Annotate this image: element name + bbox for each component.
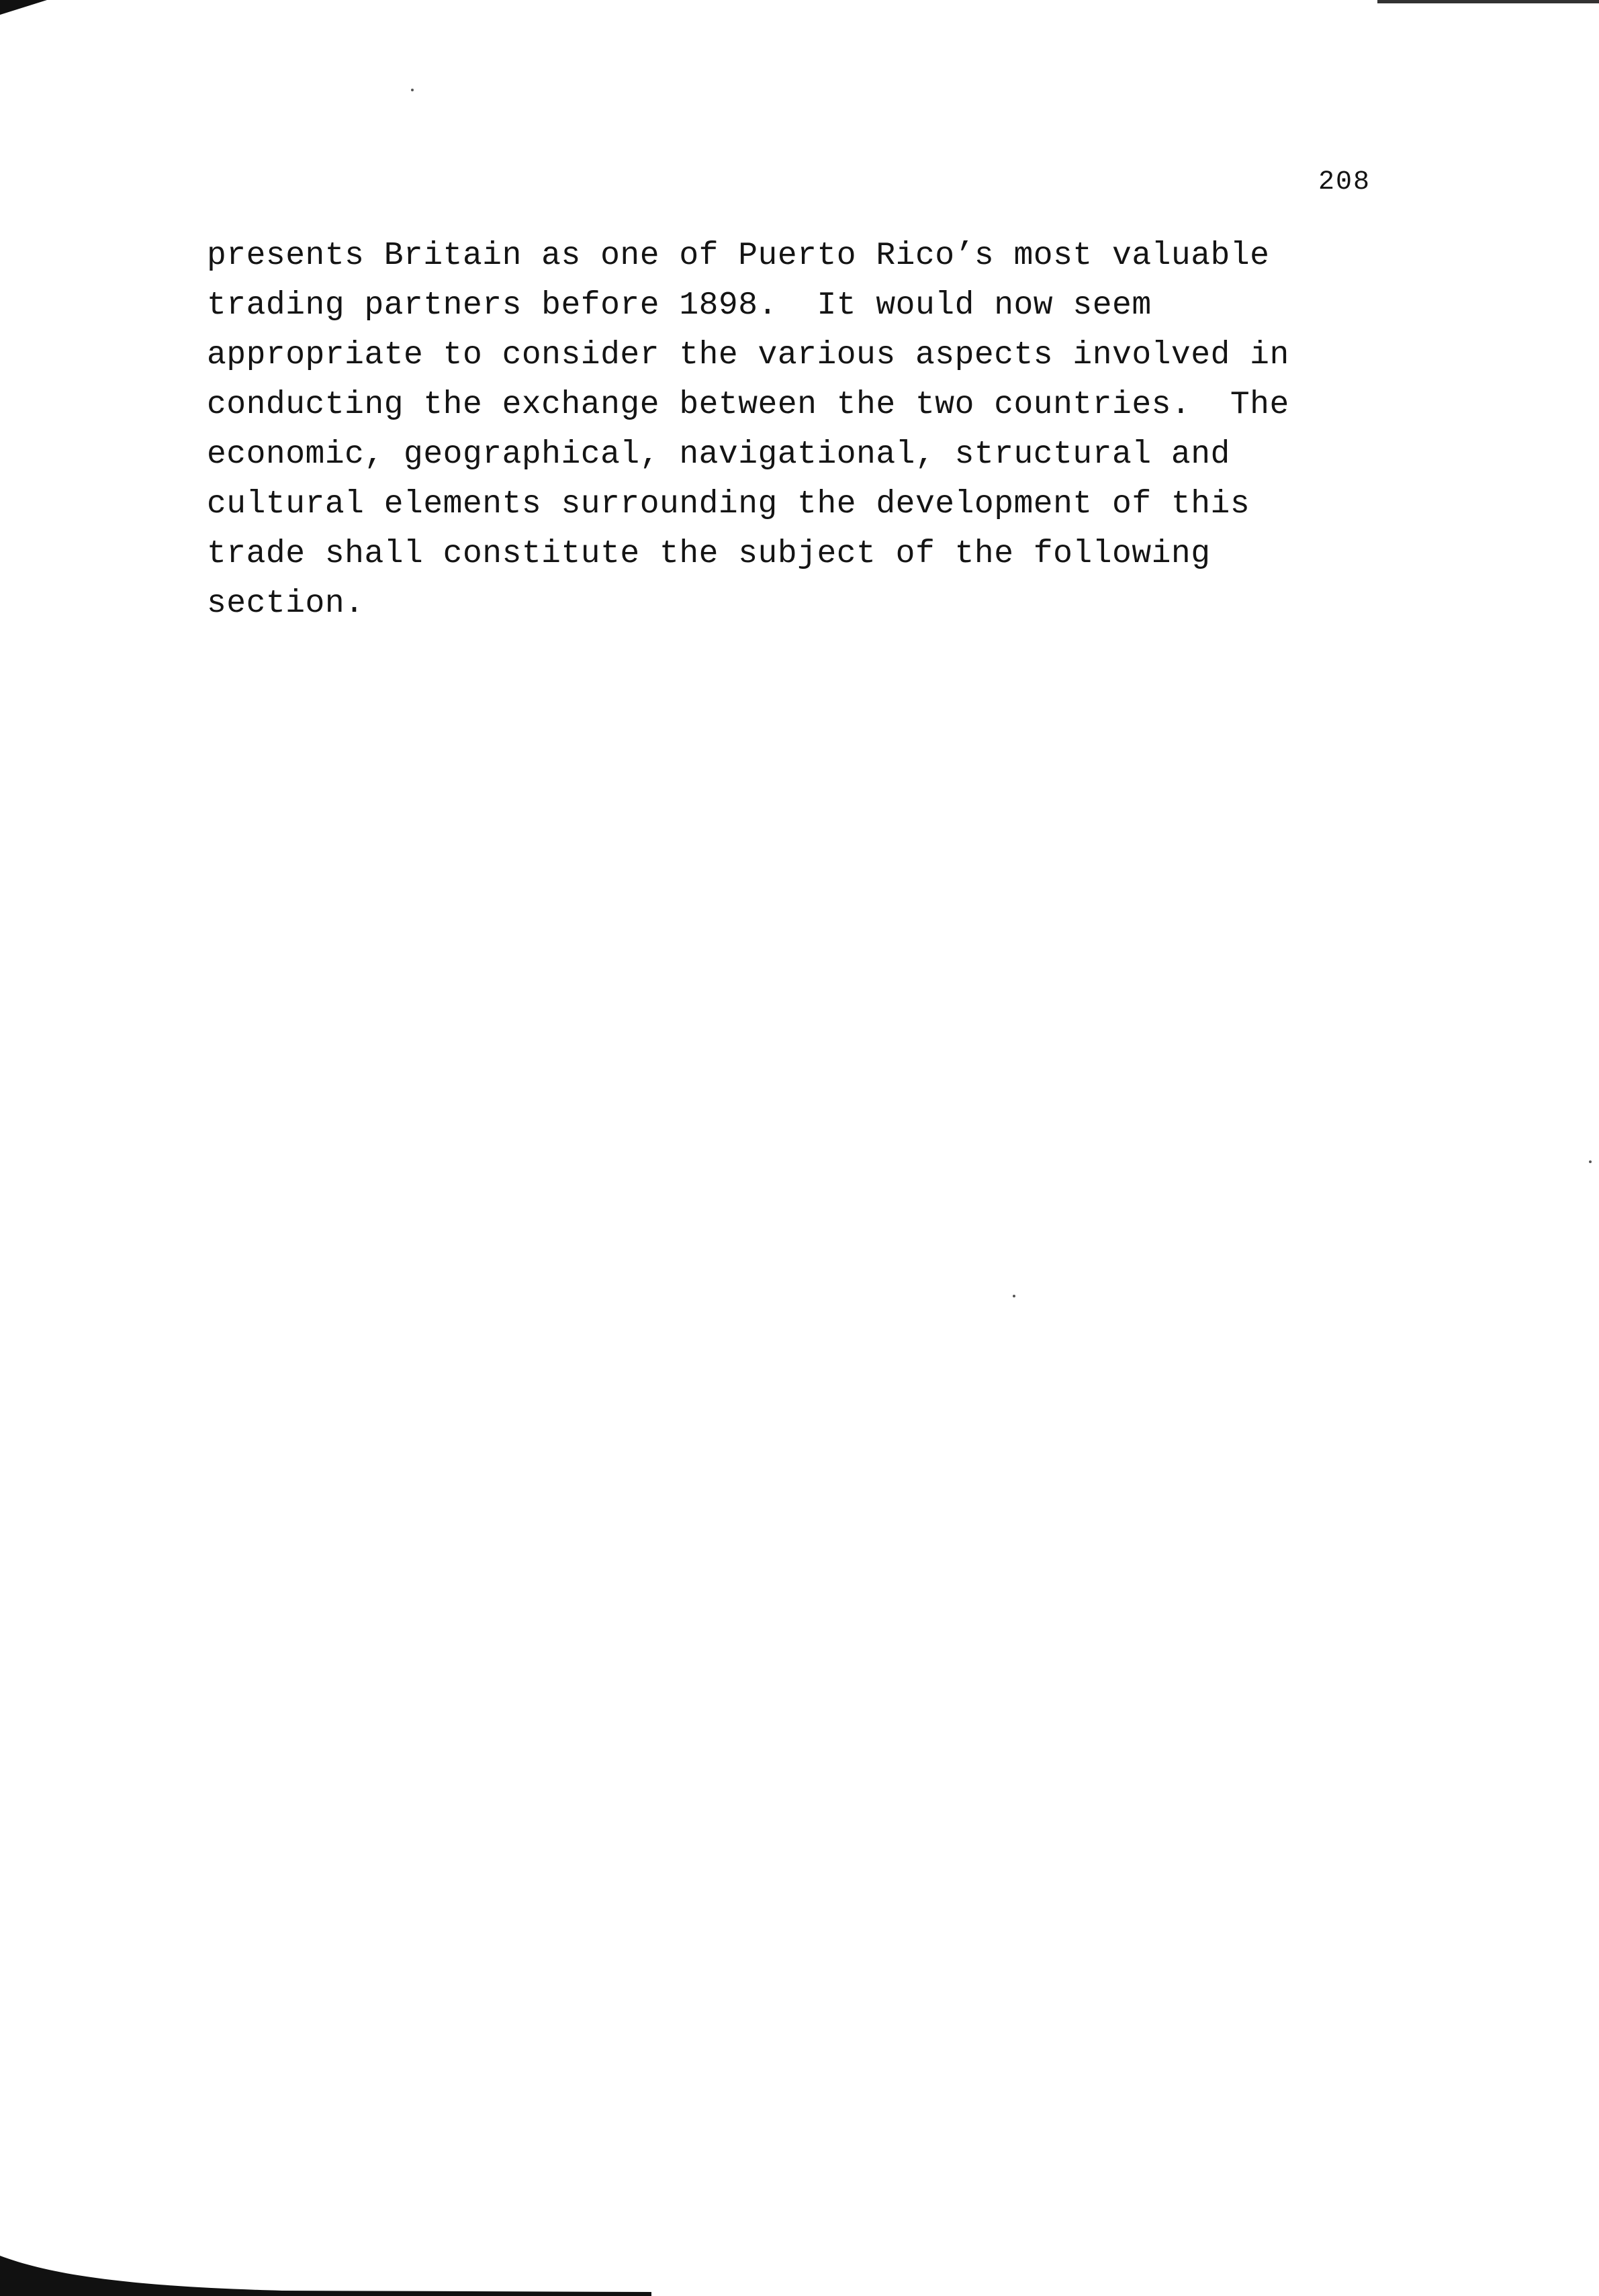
page-number: 208 [1318,167,1371,197]
text-line: trading partners before 1898. It would now seem [207,287,1152,324]
scan-speck [1013,1295,1015,1297]
text-line: appropriate to consider the various aspects involved in [207,337,1289,373]
scan-speck [411,89,414,91]
scan-edge-line-top-right [1377,0,1599,3]
text-line: conducting the exchange between the two countries. The [207,387,1289,423]
text-line: economic, geographical, navigational, structural and [207,437,1230,473]
scan-corner-mark-bottom-left [0,2256,651,2296]
text-line: trade shall constitute the subject of the following [207,536,1211,572]
body-paragraph [207,231,1416,629]
text-line: cultural elements surrounding the development of this [207,486,1250,522]
scan-speck [1589,1160,1592,1163]
scan-corner-mark-top-left [0,0,47,15]
text-line: section. [207,586,365,622]
text-line: presents Britain as one of Puerto Rico’s most valuable [207,238,1270,274]
